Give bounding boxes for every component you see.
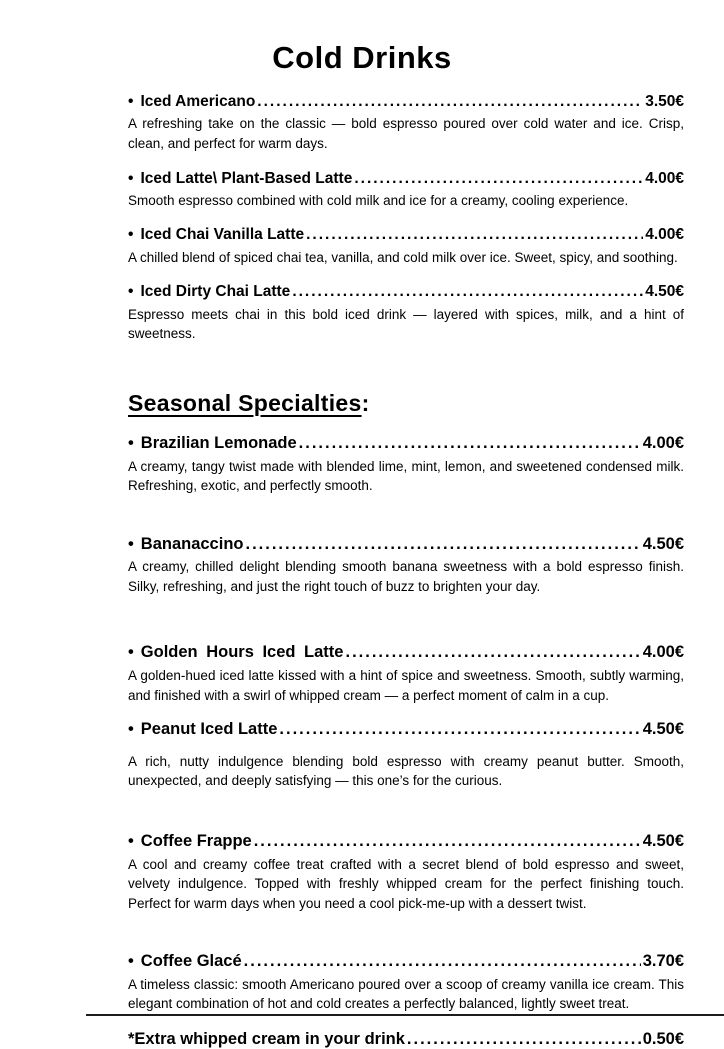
bullet-icon: • <box>128 643 134 662</box>
item-price: 4.50€ <box>642 534 684 553</box>
dot-leader <box>292 282 643 301</box>
item-name: Brazilian Lemonade <box>140 433 297 452</box>
bullet-icon: • <box>128 831 134 850</box>
menu-item-peanut-iced-latte <box>128 719 684 791</box>
item-name: Iced Chai Vanilla Latte <box>140 226 305 244</box>
menu-item-iced-chai-vanilla-latte <box>128 225 684 267</box>
item-description: Smooth espresso combined with cold milk and ice for a creamy, cooling experience. <box>128 192 629 208</box>
item-description: A rich, nutty indulgence blending bold espresso with creamy peanut butter. Smooth, unexpected, and deeply satisfying — this one’s for the curious. <box>128 753 684 789</box>
item-line <box>128 92 684 111</box>
item-line <box>128 282 684 301</box>
item-price: 4.50€ <box>645 283 684 301</box>
heading-text: Seasonal Specialties <box>128 389 362 416</box>
item-description: A golden-hued iced latte kissed with a hint of spice and sweetness. Smooth, subtly warming, and finished with a swirl of whipped cream — a perfect moment of calm in a cup. <box>128 668 684 703</box>
dot-leader <box>407 1030 641 1049</box>
item-name: Iced Dirty Chai Latte <box>140 283 291 301</box>
heading-colon: : <box>361 389 370 416</box>
menu-item-brazilian-lemonade <box>128 433 684 496</box>
item-line <box>128 719 684 740</box>
item-description: A timeless classic: smooth Americano poured over a scoop of creamy vanilla ice cream. This elegant combination of hot and cold creates a perfectly balanced, lightly sweet treat. <box>128 976 684 1012</box>
item-price: 4.50€ <box>642 831 684 850</box>
menu-item-iced-americano <box>128 92 684 154</box>
item-name: Coffee Frappe <box>140 831 252 850</box>
item-price: 4.00€ <box>642 433 684 452</box>
dot-leader <box>354 169 643 188</box>
item-line <box>128 225 684 244</box>
item-price: 4.50€ <box>642 720 684 739</box>
cold-drinks-section <box>128 92 684 344</box>
page-edge-line <box>86 1014 724 1016</box>
item-description: A creamy, chilled delight blending smooth banana sweetness with a bold espresso finish. Silky, refreshing, and just the right touch of buzz to brighten your day. <box>128 559 684 594</box>
bullet-icon: • <box>128 952 134 971</box>
item-line <box>128 951 684 972</box>
item-name: Coffee Glacé <box>140 952 242 971</box>
menu-item-iced-latte <box>128 169 684 211</box>
item-line <box>128 642 684 663</box>
menu-item-bananaccino <box>128 534 684 597</box>
dot-leader <box>345 642 640 663</box>
item-description: A cool and creamy coffee treat crafted with a secret blend of bold espresso and sweet, velvety indulgence. Topped with freshly whipped cream for the perfect finishing touch. Perfect for warm days when you need a cool pick-me-up with a dessert twist. <box>128 856 684 911</box>
item-name: Iced Americano <box>140 93 256 110</box>
menu-item-iced-dirty-chai-latte <box>128 282 684 344</box>
bullet-icon: • <box>128 433 134 452</box>
bullet-icon: • <box>128 93 134 110</box>
dot-leader <box>245 534 640 555</box>
item-description: A refreshing take on the classic — bold espresso poured over cold water and ice. Crisp, clean, and perfect for warm days. <box>128 116 684 151</box>
bullet-icon: • <box>128 534 134 553</box>
item-price: 4.00€ <box>645 169 684 187</box>
dot-leader <box>254 831 641 852</box>
item-price: 4.00€ <box>642 643 684 662</box>
dot-leader <box>306 225 643 244</box>
dot-leader <box>299 433 641 454</box>
menu-item-coffee-glace <box>128 951 684 1014</box>
dot-leader <box>279 719 640 740</box>
page-title: Cold Drinks <box>272 40 452 75</box>
item-description: A creamy, tangy twist made with blended lime, mint, lemon, and sweetened condensed milk. Refreshing, exotic, and perfectly smooth. <box>128 458 684 494</box>
item-name: Iced Latte\ Plant-Based Latte <box>140 169 353 187</box>
dot-leader <box>244 951 641 972</box>
extra-note-price: 0.50€ <box>642 1029 684 1048</box>
item-price: 4.00€ <box>645 226 684 244</box>
item-line <box>128 831 684 852</box>
item-price: 3.70€ <box>642 952 684 971</box>
seasonal-specialties-section <box>128 433 684 1014</box>
menu-item-golden-hours-iced-latte <box>128 642 684 705</box>
menu-item-coffee-frappe <box>128 831 684 913</box>
extra-note-label: *Extra whipped cream in your drink <box>128 1029 405 1048</box>
item-name: Peanut Iced Latte <box>140 720 278 739</box>
extra-whipped-cream-note <box>128 1030 684 1049</box>
seasonal-specialties-heading <box>128 390 684 417</box>
item-name: Bananaccino <box>140 534 244 553</box>
item-line <box>128 433 684 454</box>
bullet-icon: • <box>128 169 134 187</box>
dot-leader <box>257 92 643 111</box>
bullet-icon: • <box>128 720 134 739</box>
bullet-icon: • <box>128 226 134 244</box>
item-price: 3.50€ <box>645 93 684 110</box>
item-name: Golden Hours Iced Latte <box>140 643 344 662</box>
menu-content <box>0 76 724 1049</box>
item-line <box>128 169 684 188</box>
item-description: Espresso meets chai in this bold iced drink — layered with spices, milk, and a hint of sweetness. <box>128 306 684 342</box>
item-line <box>128 534 684 555</box>
bullet-icon: • <box>128 283 134 301</box>
item-description: A chilled blend of spiced chai tea, vanilla, and cold milk over ice. Sweet, spicy, and soothing. <box>128 249 678 265</box>
